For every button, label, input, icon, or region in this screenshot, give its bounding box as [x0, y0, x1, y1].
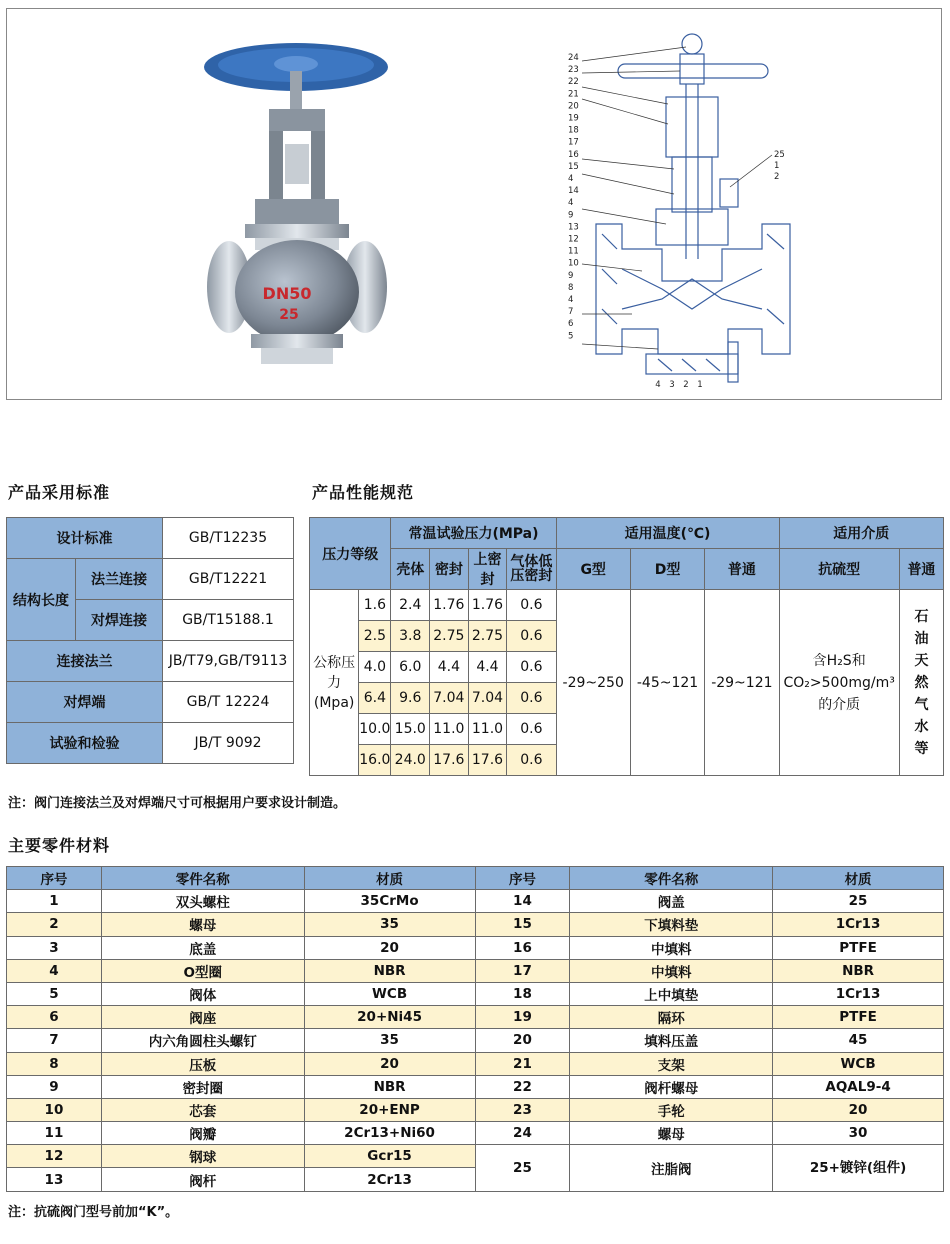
perf-cell: 2.75: [430, 621, 469, 652]
mat-no: 10: [7, 1098, 102, 1121]
drawing-part-label: 14: [568, 186, 579, 197]
drawing-part-label: 13: [568, 222, 579, 233]
perf-cell: 11.0: [430, 714, 469, 745]
mat-material: PTFE: [773, 936, 944, 959]
table-row: [7, 982, 944, 1005]
mat-material: 25+镀锌(组件): [773, 1145, 944, 1191]
mat-no: 18: [475, 982, 570, 1005]
perf-cell: 1.76: [430, 590, 469, 621]
perf-h-medium: 适用介质: [779, 518, 943, 549]
perf-cell: 0.6: [507, 590, 556, 621]
drawing-part-label: 3: [669, 380, 675, 389]
perf-cell: 4.4: [430, 652, 469, 683]
mat-no: 1: [7, 890, 102, 913]
std-label-design: 设计标准: [7, 518, 163, 559]
mat-name: 钢球: [101, 1145, 304, 1168]
mat-no: 9: [7, 1075, 102, 1098]
drawing-part-label: 15: [568, 161, 579, 172]
table-row: [7, 1052, 944, 1075]
mat-material: 2Cr13+Ni60: [304, 1122, 475, 1145]
mat-name: 压板: [101, 1052, 304, 1075]
mat-name: 中填料: [570, 959, 773, 982]
mat-material: 1Cr13: [773, 982, 944, 1005]
std-label-conn-flange: 连接法兰: [7, 641, 163, 682]
mat-name: 阀瓣: [101, 1122, 304, 1145]
mat-name: 密封圈: [101, 1075, 304, 1098]
perf-h-pressure-grade: 压力等级: [310, 518, 391, 590]
table-row: [7, 913, 944, 936]
mat-material: NBR: [304, 959, 475, 982]
mat-name: 内六角圆柱头螺钉: [101, 1029, 304, 1052]
perf-cell: 4.4: [468, 652, 507, 683]
mat-name: 下填料垫: [570, 913, 773, 936]
mat-material: 20: [304, 1052, 475, 1075]
table-row: [7, 867, 944, 890]
mat-h-mat-right: 材质: [773, 867, 944, 890]
table-row: [7, 723, 294, 764]
drawing-part-label: 4: [655, 380, 661, 389]
mat-name: 阀杆螺母: [570, 1075, 773, 1098]
drawing-part-label: 16: [568, 149, 579, 160]
perf-cell: 3.8: [391, 621, 430, 652]
drawing-part-label: 20: [568, 101, 579, 112]
drawing-part-label: 8: [568, 282, 574, 293]
perf-cell: 4.0: [359, 652, 391, 683]
mat-no: 12: [7, 1145, 102, 1168]
perf-h-seal: 密封: [430, 549, 469, 590]
perf-h-g: G型: [556, 549, 630, 590]
perf-cell: 7.04: [468, 683, 507, 714]
mat-no: 4: [7, 959, 102, 982]
drawing-part-label: 21: [568, 89, 579, 100]
drawing-part-label: 12: [568, 234, 579, 245]
std-value-test: JB/T 9092: [163, 723, 294, 764]
drawing-part-label: 7: [568, 307, 574, 318]
table-row: [7, 559, 294, 600]
mat-h-no-left: 序号: [7, 867, 102, 890]
mat-material: 20: [304, 936, 475, 959]
standards-title: 产品采用标准: [8, 483, 111, 502]
mat-no: 19: [475, 1006, 570, 1029]
std-value-design: GB/T12235: [163, 518, 294, 559]
perf-medium-sulfur: 含H₂S和CO₂>500mg/m³的介质: [779, 590, 899, 776]
drawing-part-label: 2: [774, 172, 780, 182]
mat-h-name-left: 零件名称: [101, 867, 304, 890]
perf-nominal: 公称压力(Mpa): [310, 590, 359, 776]
perf-cell: 2.75: [468, 621, 507, 652]
mat-no: 8: [7, 1052, 102, 1075]
mat-no: 7: [7, 1029, 102, 1052]
perf-cell: 0.6: [507, 683, 556, 714]
mat-no: 14: [475, 890, 570, 913]
table-row: [7, 1006, 944, 1029]
drawing-part-label: 1: [774, 161, 780, 171]
std-label-test: 试验和检验: [7, 723, 163, 764]
mat-no: 13: [7, 1168, 102, 1191]
perf-cell: 6.0: [391, 652, 430, 683]
std-value-weld: GB/T15188.1: [163, 600, 294, 641]
drawing-part-label: 24: [568, 53, 579, 63]
note-sulfur: 注：抗硫阀门型号前加“K”。: [8, 1205, 179, 1220]
mat-material: 35: [304, 913, 475, 936]
mat-material: WCB: [773, 1052, 944, 1075]
product-figure-box: [6, 8, 942, 400]
perf-cell: 1.76: [468, 590, 507, 621]
perf-cell: 0.6: [507, 621, 556, 652]
mat-name: 螺母: [101, 913, 304, 936]
table-row: [7, 641, 294, 682]
drawing-part-label: 19: [568, 113, 579, 124]
note-flange: 注：阀门连接法兰及对焊端尺寸可根据用户要求设计制造。: [8, 796, 347, 811]
mat-name: 双头螺柱: [101, 890, 304, 913]
perf-cell: 24.0: [391, 745, 430, 776]
table-row: [7, 1098, 944, 1121]
drawing-part-label: 1: [697, 380, 703, 389]
mat-no: 25: [475, 1145, 570, 1191]
table-row: [7, 1122, 944, 1145]
mat-name: 中填料: [570, 936, 773, 959]
perf-cell: 2.5: [359, 621, 391, 652]
drawing-part-label: 4: [568, 295, 574, 305]
valve-photo: [177, 9, 477, 389]
perf-cell: 0.6: [507, 745, 556, 776]
mat-no: 15: [475, 913, 570, 936]
perf-h-sulfur: 抗硫型: [779, 549, 899, 590]
std-group-length: 结构长度: [7, 559, 76, 641]
mat-no: 21: [475, 1052, 570, 1075]
perf-cell: 9.6: [391, 683, 430, 714]
mat-name: 螺母: [570, 1122, 773, 1145]
std-value-weld-end: GB/T 12224: [163, 682, 294, 723]
mat-material: 20+ENP: [304, 1098, 475, 1121]
perf-cell: 0.6: [507, 714, 556, 745]
mat-name: 阀杆: [101, 1168, 304, 1191]
photo-dn-label: DN50: [262, 284, 312, 303]
mat-name: 芯套: [101, 1098, 304, 1121]
mat-h-mat-left: 材质: [304, 867, 475, 890]
mat-no: 11: [7, 1122, 102, 1145]
drawing-left-labels: [568, 53, 579, 341]
photo-pn-label: 25: [279, 307, 299, 323]
perf-cell: 15.0: [391, 714, 430, 745]
perf-cell: 16.0: [359, 745, 391, 776]
mat-no: 6: [7, 1006, 102, 1029]
table-row: [7, 682, 294, 723]
perf-cell: 0.6: [507, 652, 556, 683]
mat-no: 16: [475, 936, 570, 959]
perf-h-test-pressure: 常温试验压力(MPa): [391, 518, 556, 549]
perf-h-d: D型: [630, 549, 704, 590]
mat-no: 5: [7, 982, 102, 1005]
drawing-part-label: 22: [568, 77, 579, 88]
mat-material: 30: [773, 1122, 944, 1145]
table-row: [7, 890, 944, 913]
mat-name: 隔环: [570, 1006, 773, 1029]
perf-cell: 17.6: [468, 745, 507, 776]
perf-h-normal-temp: 普通: [705, 549, 779, 590]
mat-name: 注脂阀: [570, 1145, 773, 1191]
materials-title: 主要零件材料: [8, 836, 111, 855]
perf-cell: 7.04: [430, 683, 469, 714]
drawing-part-label: 17: [568, 137, 579, 148]
table-row: [7, 1029, 944, 1052]
drawing-part-label: 6: [568, 319, 574, 330]
perf-h-shell: 壳体: [391, 549, 430, 590]
mat-material: NBR: [304, 1075, 475, 1098]
drawing-bottom-labels: [655, 380, 702, 389]
mat-name: 底盖: [101, 936, 304, 959]
perf-cell: 10.0: [359, 714, 391, 745]
drawing-part-label: 9: [568, 210, 574, 221]
table-row: [310, 518, 944, 549]
drawing-part-label: 18: [568, 125, 579, 136]
mat-no: 24: [475, 1122, 570, 1145]
std-value-flange: GB/T12221: [163, 559, 294, 600]
mat-material: 35CrMo: [304, 890, 475, 913]
std-label-weld: 对焊连接: [76, 600, 163, 641]
perf-cell: 2.4: [391, 590, 430, 621]
perf-cell: 1.6: [359, 590, 391, 621]
mat-material: 2Cr13: [304, 1168, 475, 1191]
perf-h-upper-seal: 上密封: [468, 549, 507, 590]
mat-material: 25: [773, 890, 944, 913]
drawing-part-label: 4: [568, 198, 574, 209]
perf-temp-d: -45~121: [630, 590, 704, 776]
table-row: [7, 959, 944, 982]
std-value-conn-flange: JB/T79,GB/T9113: [163, 641, 294, 682]
mat-material: 1Cr13: [773, 913, 944, 936]
drawing-part-label: 23: [568, 65, 579, 76]
perf-medium-normal: 石油天然气水等: [899, 590, 943, 776]
perf-h-gas-low: 气体低压密封: [507, 549, 556, 590]
mat-name: 阀盖: [570, 890, 773, 913]
drawing-part-label: 10: [568, 258, 579, 269]
mat-name: 手轮: [570, 1098, 773, 1121]
mat-material: 20+Ni45: [304, 1006, 475, 1029]
table-row: [7, 1075, 944, 1098]
mat-no: 23: [475, 1098, 570, 1121]
mat-material: Gcr15: [304, 1145, 475, 1168]
perf-temp-g: -29~250: [556, 590, 630, 776]
perf-temp-normal: -29~121: [705, 590, 779, 776]
mat-material: 35: [304, 1029, 475, 1052]
standards-table: [6, 517, 294, 764]
drawing-right-labels: [774, 150, 785, 182]
perf-h-temp: 适用温度(℃): [556, 518, 779, 549]
drawing-part-label: 5: [568, 331, 574, 342]
mat-h-no-right: 序号: [475, 867, 570, 890]
performance-title: 产品性能规范: [312, 483, 415, 502]
std-label-weld-end: 对焊端: [7, 682, 163, 723]
mat-name: 支架: [570, 1052, 773, 1075]
std-label-flange: 法兰连接: [76, 559, 163, 600]
perf-h-normal-medium: 普通: [899, 549, 943, 590]
mat-name: O型圈: [101, 959, 304, 982]
drawing-part-label: 11: [568, 246, 579, 257]
table-row: [310, 549, 944, 590]
mat-material: 20: [773, 1098, 944, 1121]
perf-cell: 6.4: [359, 683, 391, 714]
table-row: [7, 518, 294, 559]
mat-no: 2: [7, 913, 102, 936]
mat-material: AQAL9-4: [773, 1075, 944, 1098]
mat-no: 17: [475, 959, 570, 982]
table-row: [310, 590, 944, 621]
drawing-part-label: 4: [568, 174, 574, 184]
drawing-part-label: 25: [774, 150, 785, 160]
mat-no: 3: [7, 936, 102, 959]
materials-table: [6, 866, 944, 1192]
mat-material: NBR: [773, 959, 944, 982]
mat-name: 上中填垫: [570, 982, 773, 1005]
table-row: [7, 1145, 944, 1168]
mat-name: 阀座: [101, 1006, 304, 1029]
table-row: [7, 936, 944, 959]
mat-name: 阀体: [101, 982, 304, 1005]
drawing-part-label: 9: [568, 270, 574, 281]
mat-name: 填料压盖: [570, 1029, 773, 1052]
section-drawing: [562, 9, 802, 389]
drawing-part-label: 2: [683, 380, 689, 389]
perf-cell: 17.6: [430, 745, 469, 776]
mat-no: 22: [475, 1075, 570, 1098]
mat-material: 45: [773, 1029, 944, 1052]
mat-material: PTFE: [773, 1006, 944, 1029]
perf-cell: 11.0: [468, 714, 507, 745]
mat-material: WCB: [304, 982, 475, 1005]
mat-no: 20: [475, 1029, 570, 1052]
performance-table: [309, 517, 944, 776]
mat-h-name-right: 零件名称: [570, 867, 773, 890]
